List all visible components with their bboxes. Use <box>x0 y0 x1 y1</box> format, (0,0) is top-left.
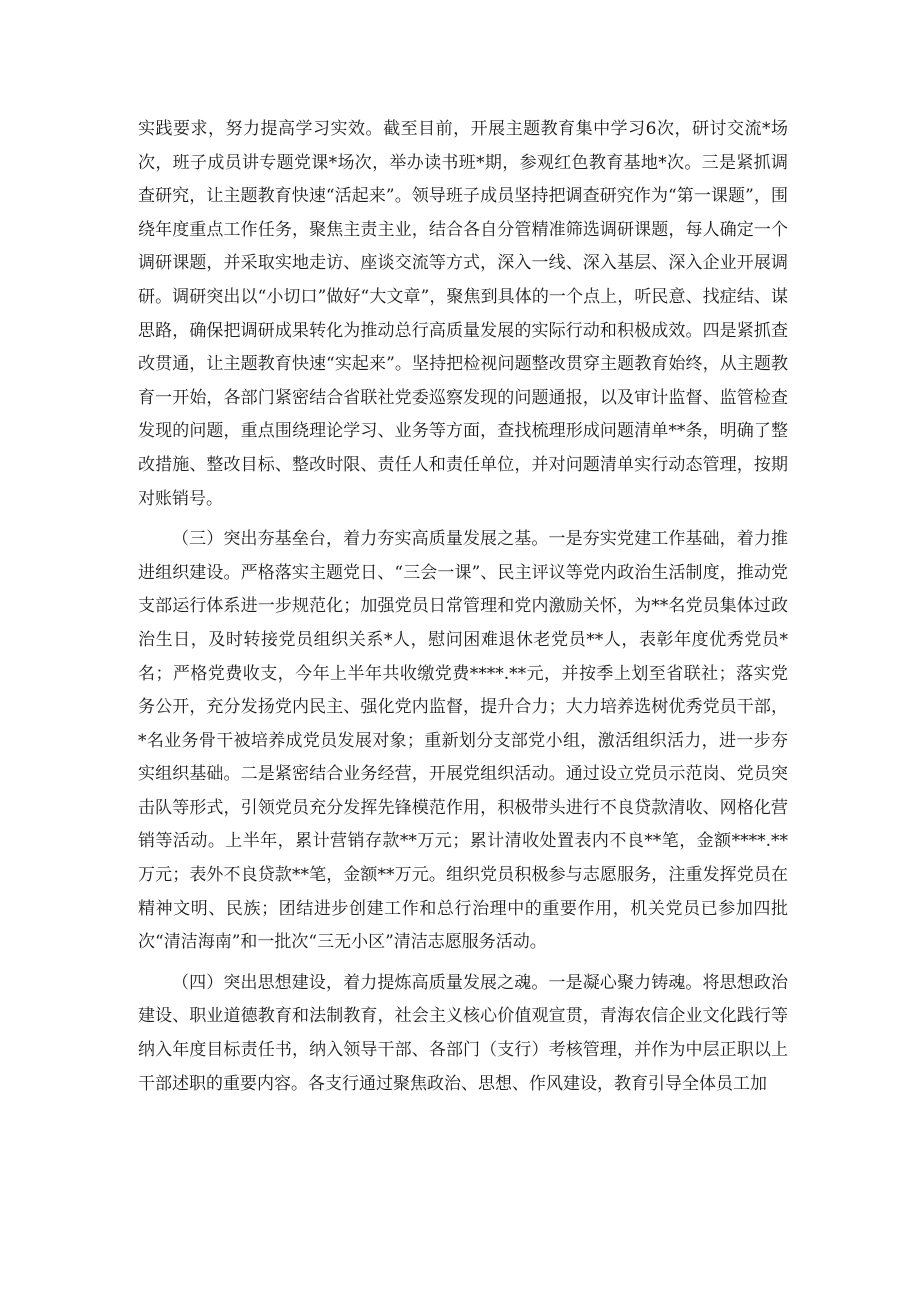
paragraph-continuation: 实践要求，努力提高学习实效。截至目前，开展主题教育集中学习6次，研讨交流*场次，班子成员讲专题党课*场次，举办读书班*期，参观红色教育基地*次。三是紧抓调查研究，让主题教育快速“活起来”。领导班子成员坚持把调查研究作为“第一课题”，围绕年度重点工作任务，聚焦主责主业，结合各自分管精准筛选调研课题，每人确定一个调研课题，并采取实地走访、座谈交流等方式，深入一线、深入基层、深入企业开展调研。调研突出以“小切口”做好“大文章”，聚焦到具体的一个点上，听民意、找症结、谋思路，确保把调研成果转化为推动总行高质量发展的实际行动和积极成效。四是紧抓查改贯通，让主题教育快速“实起来”。坚持把检视问题整改贯穿主题教育始终，从主题教育一开始，各部门紧密结合省联社党委巡察发现的问题通报，以及审计监督、监管检查发现的问题，重点围绕理论学习、业务等方面，查找梳理形成问题清单**条，明确了整改措施、整改目标、整改时限、责任人和责任单位，并对问题清单实行动态管理，按期对账销号。 <box>138 119 788 509</box>
document-body <box>138 113 788 1101</box>
paragraph-section-four: （四）突出思想建设，着力提炼高质量发展之魂。一是凝心聚力铸魂。将思想政治建设、职业道德教育和法制教育，社会主义核心价值观宣贯，青海农信企业文化践行等纳入年度目标责任书，纳入领导干部、各部门（支行）考核管理，并作为中层正职以上干部述职的重要内容。各支行通过聚焦政治、思想、作风建设，教育引导全体员工加 <box>138 972 788 1094</box>
paragraph-section-three: （三）突出夯基垒台，着力夯实高质量发展之基。一是夯实党建工作基础，着力推进组织建设。严格落实主题党日、“三会一课”、民主评议等党内政治生活制度，推动党支部运行体系进一步规范化；加强党员日常管理和党内激励关怀，为**名党员集体过政治生日，及时转接党员组织关系*人，慰问困难退休老党员**人，表彰年度优秀党员*名；严格党费收支，今年上半年共收缴党费****.**元，并按季上划至省联社；落实党务公开，充分发扬党内民主、强化党内监督，提升合力；大力培养选树优秀党员干部，*名业务骨干被培养成党员发展对象；重新划分支部党小组，激活组织活力，进一步夯实组织基础。二是紧密结合业务经营，开展党组织活动。通过设立党员示范岗、党员突击队等形式，引领党员充分发挥先锋模范作用，积极带头进行不良贷款清收、网格化营销等活动。上半年，累计营销存款**万元；累计清收处置表内不良**笔，金额****.**万元；表外不良贷款**笔，金额**万元。组织党员积极参与志愿服务，注重发挥党员在精神文明、民族；团结进步创建工作和总行治理中的重要作用，机关党员已参加四批次“清洁海南”和一批次“三无小区”清洁志愿服务活动。 <box>138 529 788 953</box>
